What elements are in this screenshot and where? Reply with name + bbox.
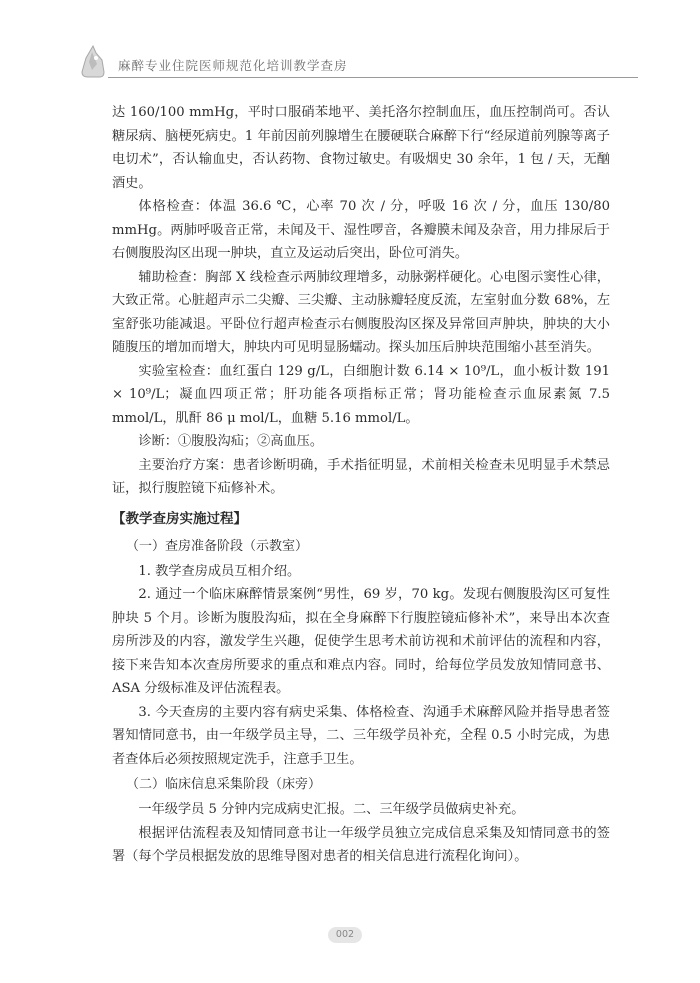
page-header <box>78 44 638 84</box>
document-body <box>112 101 610 869</box>
stage-1-item-1: 1. 教学查房成员互相介绍。 <box>138 563 301 579</box>
stage-1-title: （一）查房准备阶段（示教室） <box>126 538 309 554</box>
history-paragraph: 达 160/100 mmHg，平时口服硝苯地平、美托洛尔控制血压，血压控制尚可。否认糖尿病、脑梗死病史。1 年前因前列腺增生在腰硬联合麻醉下行“经尿道前列腺等离子电切术”，否认输血史，否认药物、食物过敏史。有吸烟史 30 余年，1 包 / 天，无酗酒史。 <box>112 105 610 191</box>
stage-2-item-1: 一年级学员 5 分钟内完成病史汇报。二、三年级学员做病史补充。 <box>138 802 525 817</box>
stage-2-item-2: 根据评估流程表及知情同意书让一年级学员独立完成信息采集及知情同意书的签署（每个学员根据发放的思维导图对患者的相关信息进行流程化询问）。 <box>112 825 610 864</box>
stage-1-item-2: 2. 通过一个临床麻醉情景案例“男性，69 岁，70 kg。发现右侧腹股沟区可复性肿块 5 个月。诊断为腹股沟疝，拟在全身麻醉下行腹腔镜疝修补术”，来导出本次查房所涉及的内容，激发学生兴趣，促使学生思考术前访视和术前评估的流程和内容，接下来告知本次查房所要求的重点和难点内容。同时，给每位学员发放知情同意书、ASA 分级标准及评估流程表。 <box>112 587 610 696</box>
auxiliary-exam-paragraph: 辅助检查：胸部 X 线检查示两肺纹理增多，动脉粥样硬化。心电图示窦性心律，大致正常。心脏超声示二尖瓣、三尖瓣、主动脉瓣轻度反流，左室射血分数 68%，左室舒张功能减退。平卧位行超声检查示右侧腹股沟区探及异常回声肿块，肿块的大小随腹压的增加而增大，肿块内可见明显肠蠕动。探头加压后肿块范围缩小甚至消失。 <box>112 269 610 355</box>
header-title: 麻醉专业住院医师规范化培训教学查房 <box>118 58 348 73</box>
page-number <box>328 927 362 943</box>
treatment-plan-paragraph: 主要治疗方案：患者诊断明确，手术指征明显，术前相关检查未见明显手术禁忌证，拟行腹腔镜下疝修补术。 <box>112 457 610 496</box>
diagnosis-paragraph: 诊断：①腹股沟疝；②高血压。 <box>138 434 324 449</box>
hospital-logo-icon <box>78 44 108 78</box>
stage-2-title: （二）临床信息采集阶段（床旁） <box>126 777 322 792</box>
physical-exam-paragraph: 体格检查：体温 36.6 ℃，心率 70 次 / 分，呼吸 16 次 / 分，血压 130/80 mmHg。两肺呼吸音正常，未闻及干、湿性啰音，各瓣膜未闻及杂音，用力排尿后于右侧腹股沟区出现一肿块，直立及运动后突出，卧位可消失。 <box>112 199 610 261</box>
page-number-text: 002 <box>335 929 355 940</box>
lab-exam-paragraph: 实验室检查：血红蛋白 129 g/L，白细胞计数 6.14 × 10⁹/L，血小板计数 191 × 10⁹/L；凝血四项正常；肝功能各项指标正常；肾功能检查示血尿素氮 7.5 mmol/L，肌酐 86 μ mol/L，血糖 5.16 mmol/L。 <box>112 363 610 426</box>
section-title: 【教学查房实施过程】 <box>112 510 247 527</box>
header-divider <box>108 77 638 78</box>
stage-1-item-3: 3. 今天查房的主要内容有病史采集、体格检查、沟通手术麻醉风险并指导患者签署知情同意书，由一年级学员主导，二、三年级学员补充，全程 0.5 小时完成，为患者查体后必须按照规定洗手，注意手卫生。 <box>112 704 610 767</box>
